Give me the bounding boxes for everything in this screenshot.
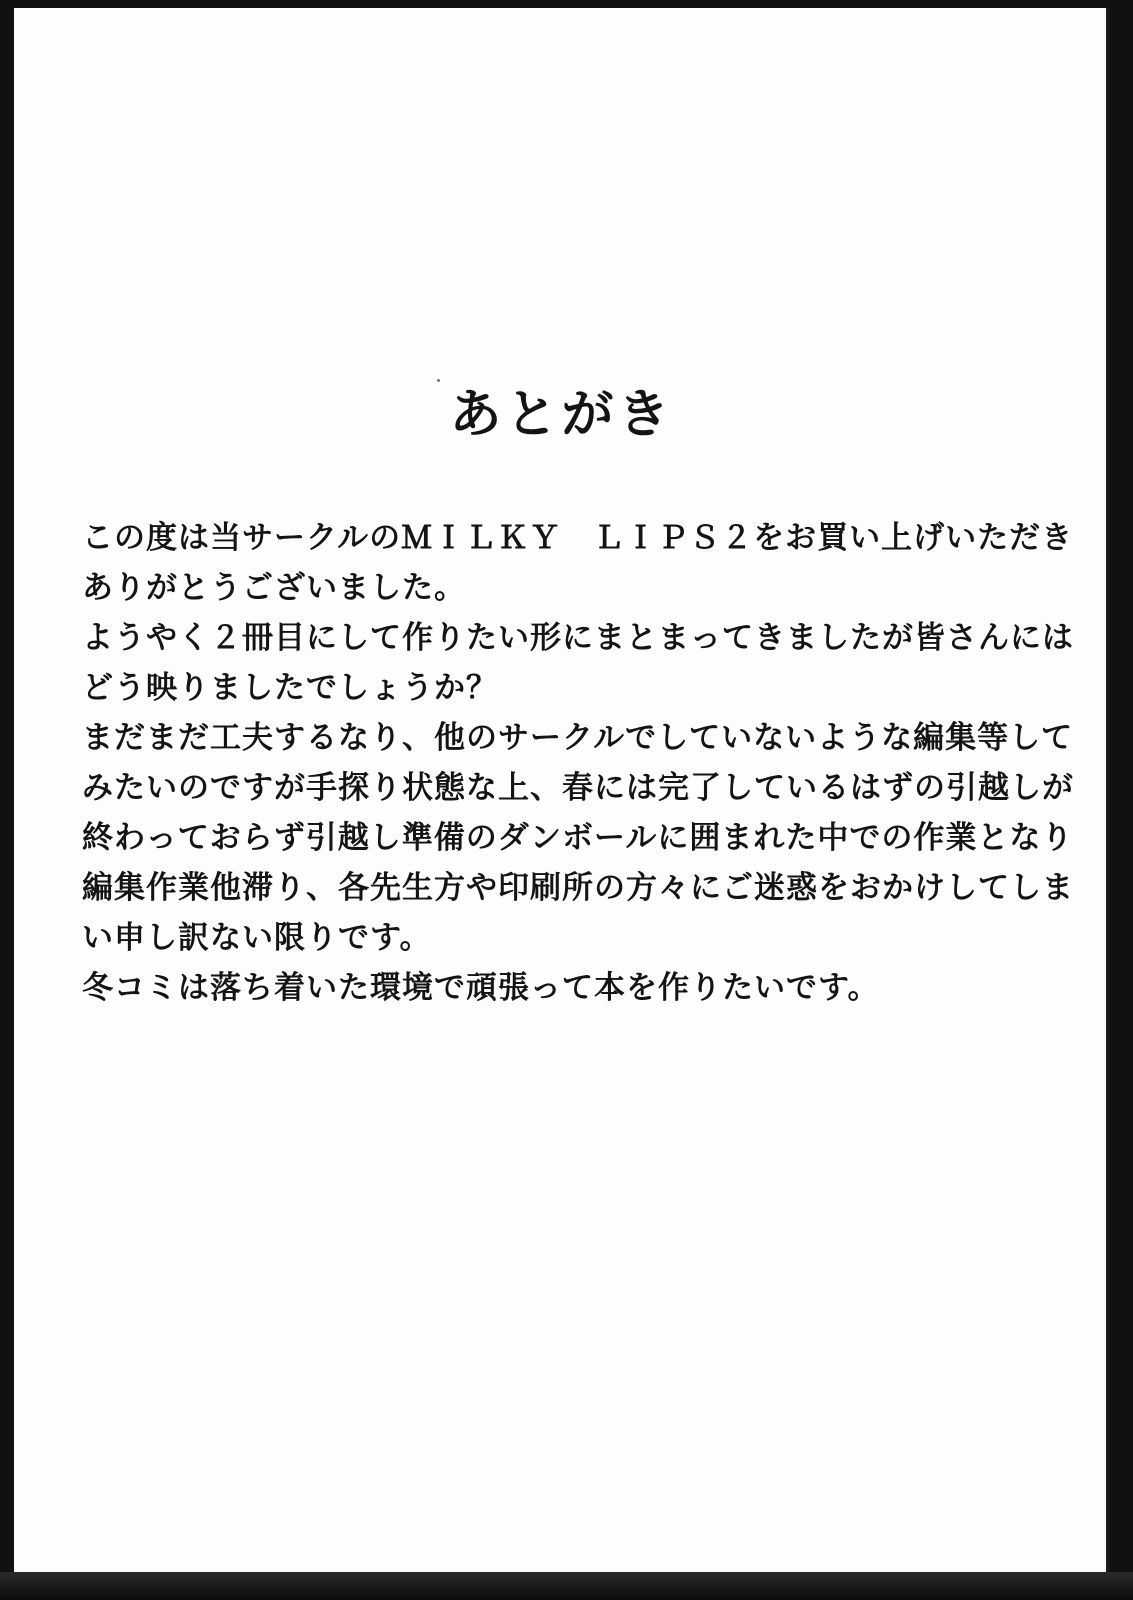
body-line: まだまだ工夫するなり、他のサークルでしていないような編集等して (82, 720, 1074, 756)
body-line: この度は当サークルのＭＩＬＫＹ ＬＩＰＳ２をお買い上げいただき (82, 520, 1074, 556)
scan-speck (437, 379, 440, 382)
body-line: どう映りましたでしょうか？ (82, 670, 498, 706)
page-title: あとがき (449, 384, 674, 445)
body-line: ありがとうございました。 (82, 570, 466, 606)
body-line: 編集作業他滞り、各先生方や印刷所の方々にご迷惑をおかけしてしま (82, 870, 1074, 906)
body-line: い申し訳ない限りです。 (82, 920, 432, 956)
document-page (14, 8, 1109, 1580)
scan-bottom-edge (0, 1572, 1133, 1600)
afterword-body (82, 513, 1082, 1013)
body-line: 終わっておらず引越し準備のダンボールに囲まれた中での作業となり (82, 820, 1074, 856)
body-line: みたいのですが手探り状態な上、春には完了しているはずの引越しが (82, 770, 1074, 806)
body-line: ようやく２冊目にして作りたい形にまとまってきましたが皆さんには (82, 620, 1074, 656)
body-line: 冬コミは落ち着いた環境で頑張って本を作りたいです。 (82, 970, 880, 1006)
